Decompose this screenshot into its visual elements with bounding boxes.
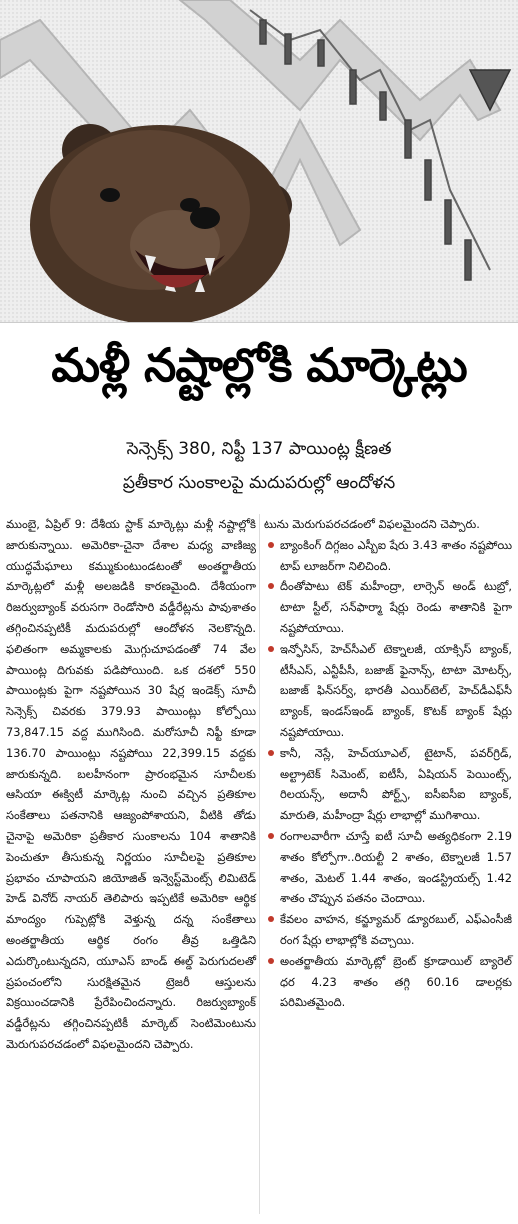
bullet-point: బ్యాంకింగ్‌ దిగ్గజం ఎస్బీఐ షేరు 3.43 శాతం నష్టపోయి టాప్‌ లూజర్‌గా నిలిచింది. [264,535,512,577]
bullet-point: కానీ, నెస్లే, హెచ్‌యూఎల్‌, టైటాన్‌, పవర్‌గ్రిడ్‌, అల్ట్రాటెక్‌ సిమెంట్‌, ఐటీసీ, ఏషియన్‌ పెయింట్స్‌, రిలయన్స్‌, అదానీ పోర్ట్స్‌, ఐసీఐసీఐ బ్యాంక్‌, మారుతి, మహీంద్రా షేర్లు లాభాల్లో ముగిశాయి. [264,743,512,826]
article-body-right-column [264,514,512,1013]
bullet-point: దీంతోపాటు టెక్‌ మహీంద్రా, లార్సెన్‌ అండ్‌ టుబ్రో, టాటా స్టీల్‌, సన్‌ఫార్మా షేర్లు రెండు శాతానికి పైగా నష్టపోయాయి. [264,576,512,638]
bullet-point: రంగాలవారీగా చూస్తే ఐటీ సూచీ అత్యధికంగా 2.19 శాతం కోల్పోగా..రియల్టీ 2 శాతం, టెక్నాలజీ 1.57 శాతం, మెటల్‌ 1.44 శాతం, ఇండస్ట్రియల్స్‌ 1.42 శాతం చొప్పున పతనం చెందాయి. [264,826,512,909]
article-paragraph: ముంబై, ఏప్రిల్‌ 9: దేశీయ స్టాక్‌ మార్కెట్లు మళ్లీ నష్టాల్లోకి జారుకున్నాయి. అమెరికా-చైనా దేశాల మధ్య వాణిజ్య యుద్ధమేఘాలు కమ్ముకుంటుండటంతో అంతర్జాతీయ మార్కెట్లలో మళ్లీ అలజడికి కారణమైంది. దేశీయంగా రిజర్వుబ్యాంక్‌ వరుసగా రెండోసారి వడ్డీరేట్లను పావుశాతం తగ్గించినప్పటికీ మదుపరుల్లో ఆందోళన నెలకొన్నది. ఫలితంగా అమ్మకాలకు మొగ్గుచూపడంతో 74 వేల పాయింట్ల దిగువకు పడిపోయింది. ఒక దశలో 550 పాయింట్లకు పైగా నష్టపోయిన 30 షేర్ల ఇండెక్స్‌ సూచీ సెన్సెక్స్‌ చివరకు 379.93 పాయింట్లు కోల్పోయి 73,847.15 వద్ద ముగిసింది. మరోసూచీ నిఫ్టీ కూడా 136.70 పాయింట్లు నష్టపోయి 22,399.15 వద్దకు జారుకున్నది. బలహీనంగా ప్రారంభమైన సూచీలకు ఆసియా ఈక్విటీ మార్కెట్ల నుంచి వచ్చిన ప్రతికూల సంకేతాలు పతనానికి ఆజ్యంపోశాయని, వీటికి తోడు చైనాపై అమెరికా ప్రతీకార సుంకాలను 104 శాతానికి పెంచుతూ తీసుకున్న నిర్ణయం సూచీలపై ప్రతికూల ప్రభావం చూపాయని జియోజిత్‌ ఇన్వెస్ట్‌మెంట్స్‌ లిమిటెడ్‌ హెడ్‌ వినోద్‌ నాయర్‌ తెలిపారు ఇప్పటికే అమెరికా ఆర్థిక మాంద్యం గుప్పెట్లోకి వెళ్తున్న దన్న సంకేతాలు అంతర్జాతీయ ఆర్థిక రంగం తీవ్ర ఒత్తిడిని ఎదుర్కొంటున్నదని, యూఎస్‌ బాండ్‌ ఈల్డ్‌ పెరుగుదలతో ప్రపంచంలోని సురక్షితమైన ట్రెజరీ ఆస్తులను విక్రయించడానికి ప్రేరేపించిందన్నారు. రిజర్వుబ్యాంక్‌ వడ్డీరేట్లను తగ్గించినప్పటికీ మార్కెట్‌ సెంటిమెంటును మెరుగుపరచడంలో విఫలమైందని చెప్పారు. [6,517,256,1051]
article-paragraph-continued: టును మెరుగుపరచడంలో విఫలమైందని చెప్పారు. [264,517,480,531]
bear-chart-illustration [0,0,518,322]
subheadline-line-2: ప్రతీకార సుంకాలపై మదుపరుల్లో ఆందోళన [122,473,396,493]
bullet-point: అంతర్జాతీయ మార్కెట్లో బ్రెంట్‌ క్రూడాయిల్‌ బ్యారెల్‌ ధర 4.23 శాతం తగ్గి 60.16 డాలర్లకు పరిమితమైంది. [264,951,512,1013]
subheadline [40,432,478,500]
headline: మళ్లీ నష్టాల్లోకి మార్కెట్లు [51,338,467,392]
subheadline-line-1: సెన్సెక్స్‌ 380, నిఫ్టీ 137 పాయింట్ల క్షీణత [126,439,392,459]
column-divider [259,514,260,1214]
bullet-point: కేవలం వాహన, కన్జ్యూమర్‌ డ్యూరబుల్‌, ఎఫ్‌ఎంసీజీ రంగ షేర్లు లాభాల్లోకి వచ్చాయి. [264,909,512,951]
bullet-point: ఇన్ఫోసిస్‌, హెచ్‌సీఎల్‌ టెక్నాలజీ, యాక్సిస్‌ బ్యాంక్‌, టీసీఎస్‌, ఎన్టీపీసీ, బజాజ్‌ ఫైనాన్స్‌, టాటా మోటర్స్‌, బజాజ్‌ ఫిన్‌సర్వ్‌, భారతీ ఎయిర్‌టెల్‌, హెచ్‌డీఎఫ్‌సీ బ్యాంక్‌, ఇండస్‌ఇండ్‌ బ్యాంక్‌, కొటక్‌ బ్యాంక్‌ షేర్లు నష్టపోయాయి. [264,639,512,743]
bear-market-photo [0,0,518,323]
article-body-left-column [6,514,256,1055]
